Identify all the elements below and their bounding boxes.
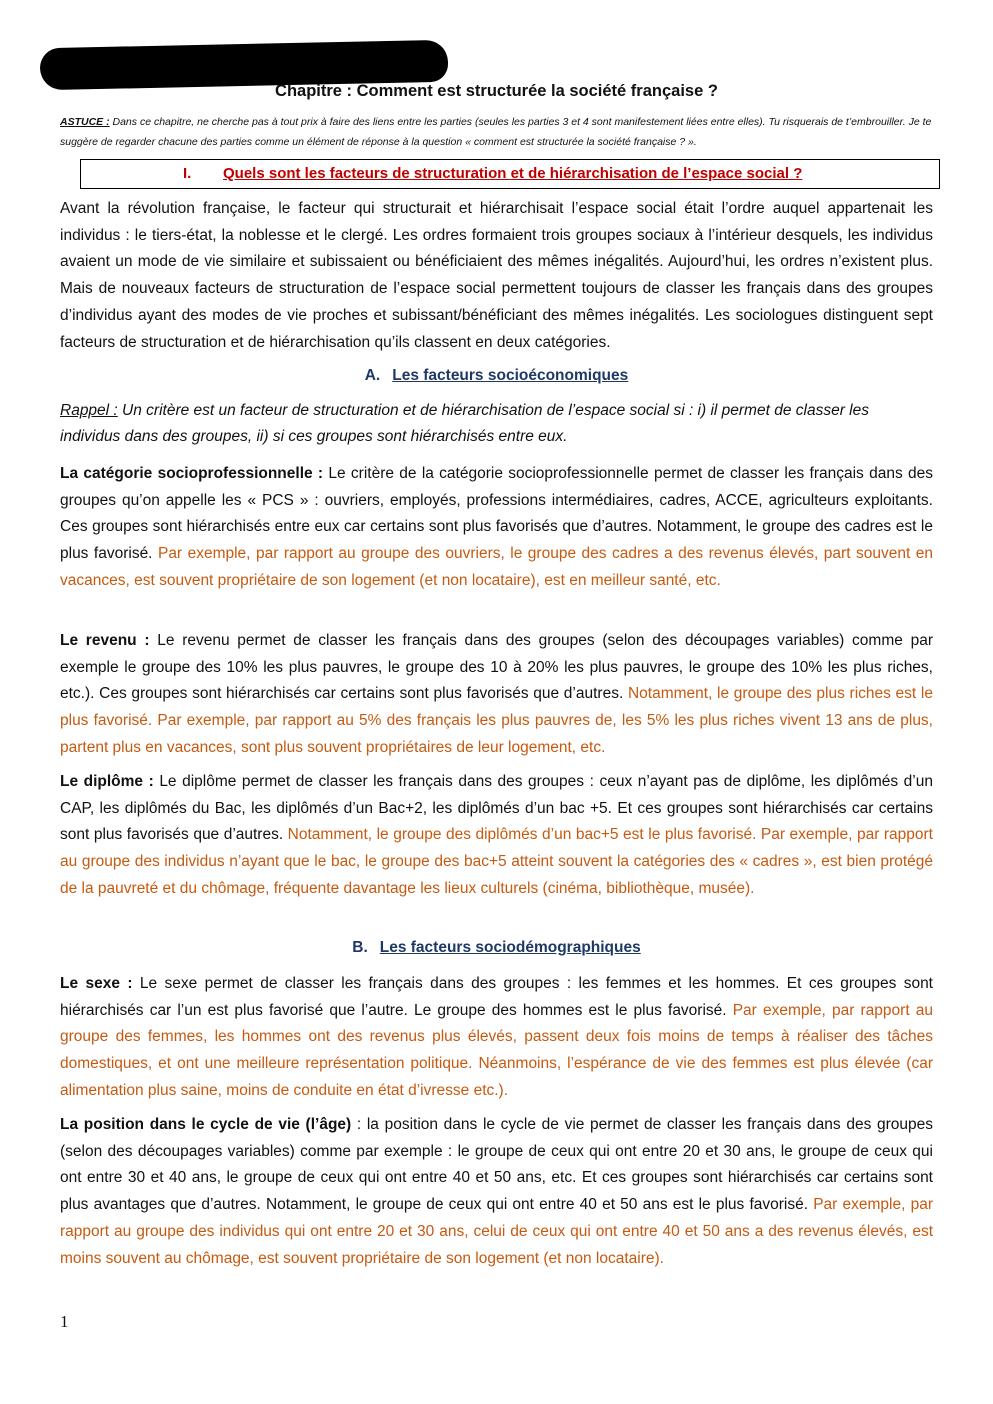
- intro-paragraph: Avant la révolution française, le facteur qui structurait et hiérarchisait l’espace social était l’ordre auquel appartenait les individus : le tiers-état, la noblesse et le clergé. Les ordres formaient trois groupes sociaux à l’intérieur desquels, les individus avaient un mode de vie similaire et subissaient ou bénéficiaient des mêmes inégalités. Aujourd’hui, les ordres n’existent plus. Mais de nouveaux facteurs de structuration de l’espace social permettent toujours de classer les français dans des groupes d’individus ayant des modes de vie proches et subissant/bénéficiant des mêmes inégalités. Les sociologues distinguent sept facteurs de structuration et de hiérarchisation qu’ils classent en deux catégories.: [60, 200, 933, 351]
- sexe-label: Le sexe :: [60, 975, 133, 992]
- astuce-label: ASTUCE :: [60, 116, 110, 128]
- subsection-b-heading: [0, 939, 993, 957]
- section-1-title: Quels sont les facteurs de structuration et de hiérarchisation de l’espace social ?: [223, 165, 803, 182]
- csp-label: La catégorie socioprofessionnelle :: [60, 465, 324, 482]
- revenu-label: Le revenu :: [60, 632, 150, 649]
- subsection-a-title: Les facteurs socioéconomiques: [392, 367, 629, 384]
- revenu-text: Le revenu permet de classer les français dans des groupes (selon des découpages variables) comme par exemple le groupe des 10% les plus pauvres, le groupe des 10 à 20% les plus pauvres, le groupe des 10% les plus riches, etc.). Ces groupes sont hiérarchisés car certains sont plus favorisés que d’autres.: [60, 632, 933, 703]
- revenu-paragraph: [60, 628, 933, 762]
- sexe-text: Le sexe permet de classer les français dans des groupes : les femmes et les hommes. Et ces groupes sont hiérarchisés car l’un est plus favorisé que l’autre. Le groupe des hommes est le plus favorisé.: [60, 975, 933, 1019]
- age-text: : la position dans le cycle de vie permet de classer les français dans des groupes (selon des découpages variables) comme par exemple : le groupe de ceux qui ont entre 20 et 30 ans, le groupe de ceux qui ont entre 30 et 40 ans, le groupe de ceux qui ont entre 40 et 50 ans, etc. Et ces groupes sont hiérarchisés car certains sont plus avantages que d’autres. Notamment, le groupe de ceux qui ont entre 40 et 50 ans est le plus favorisé.: [60, 1116, 933, 1214]
- subsection-b-title: Les facteurs sociodémographiques: [379, 939, 641, 956]
- subsection-a-heading: [0, 367, 993, 385]
- subsection-b-letter: B.: [352, 939, 368, 956]
- diplome-label: Le diplôme :: [60, 773, 154, 790]
- diplome-paragraph: [60, 769, 933, 903]
- astuce-text: Dans ce chapitre, ne cherche pas à tout prix à faire des liens entre les parties (seules les parties 3 et 4 sont manifestement liées entre elles). Tu risquerais de t’embrouiller. Je te suggère de regarder chacune des parties comme un élément de réponse à la question « comment est structurée la société française ? ».: [60, 116, 932, 148]
- subsection-a-letter: A.: [364, 367, 381, 384]
- section-1-number: I.: [183, 165, 192, 182]
- page-number: 1: [60, 1312, 69, 1331]
- age-paragraph: [60, 1112, 933, 1272]
- section-1-heading: [80, 159, 940, 189]
- astuce-note: [60, 112, 935, 152]
- diplome-text: Le diplôme permet de classer les français dans des groupes : ceux n’ayant pas de diplôme, les diplômés d’un CAP, les diplômés du Bac, les diplômés d’un Bac+2, les diplômés d’un bac +5. Et ces groupes sont hiérarchisés car certains sont plus favorisés que d’autres.: [60, 773, 933, 844]
- csp-text: Le critère de la catégorie socioprofessionnelle permet de classer les français dans des groupes qu’on appelle les « PCS » : ouvriers, employés, professions intermédiaires, cadres, ACCE, agriculteurs exploitants. Ces groupes sont hiérarchisés entre eux car certains sont plus favorisés que d’autres. Notamment, le groupe des cadres est le plus favorisé.: [60, 465, 933, 563]
- age-example: Par exemple, par rapport au groupe des individus qui ont entre 20 et 30 ans, celui de ceux qui ont entre 40 et 50 ans a des revenus élevés, est moins souvent au chômage, est souvent propriétaire de son logement (et non locataire).: [60, 1196, 933, 1267]
- csp-paragraph: [60, 461, 933, 595]
- rappel-label: Rappel :: [60, 402, 118, 419]
- age-label: La position dans le cycle de vie (l’âge): [60, 1116, 352, 1133]
- csp-example: Par exemple, par rapport au groupe des ouvriers, le groupe des cadres a des revenus élevés, part souvent en vacances, est souvent propriétaire de son logement (et non locataire), est en meilleur santé, etc.: [60, 545, 933, 589]
- rappel-note: [60, 398, 933, 450]
- chapter-title: Chapitre : Comment est structurée la société française ?: [275, 82, 718, 100]
- diplome-example: Notamment, le groupe des diplômés d’un bac+5 est le plus favorisé. Par exemple, par rapport au groupe des individus n’ayant que le bac, le groupe des bac+5 atteint souvent la catégories des « cadres », est bien protégé de la pauvreté et du chômage, fréquente davantage les lieux culturels (cinéma, bibliothèque, musée).: [60, 826, 933, 897]
- revenu-example: Notamment, le groupe des plus riches est le plus favorisé. Par exemple, par rapport au 5% des français les plus pauvres de, les 5% les plus riches vivent 13 ans de plus, partent plus en vacances, sont plus souvent propriétaires de leur logement, etc.: [60, 685, 933, 756]
- sexe-example: Par exemple, par rapport au groupe des femmes, les hommes ont des revenus plus élevés, passent deux fois moins de temps à réaliser des tâches domestiques, et ont une meilleure représentation politique. Néanmoins, l’espérance de vie des femmes est plus élevée (car alimentation plus saine, moins de conduite en état d’ivresse etc.).: [60, 1001, 933, 1099]
- rappel-text: Un critère est un facteur de structuration et de hiérarchisation de l’espace social si : i) il permet de classer les individus dans des groupes, ii) si ces groupes sont hiérarchisés entre eux.: [60, 402, 869, 445]
- sexe-paragraph: [60, 971, 933, 1105]
